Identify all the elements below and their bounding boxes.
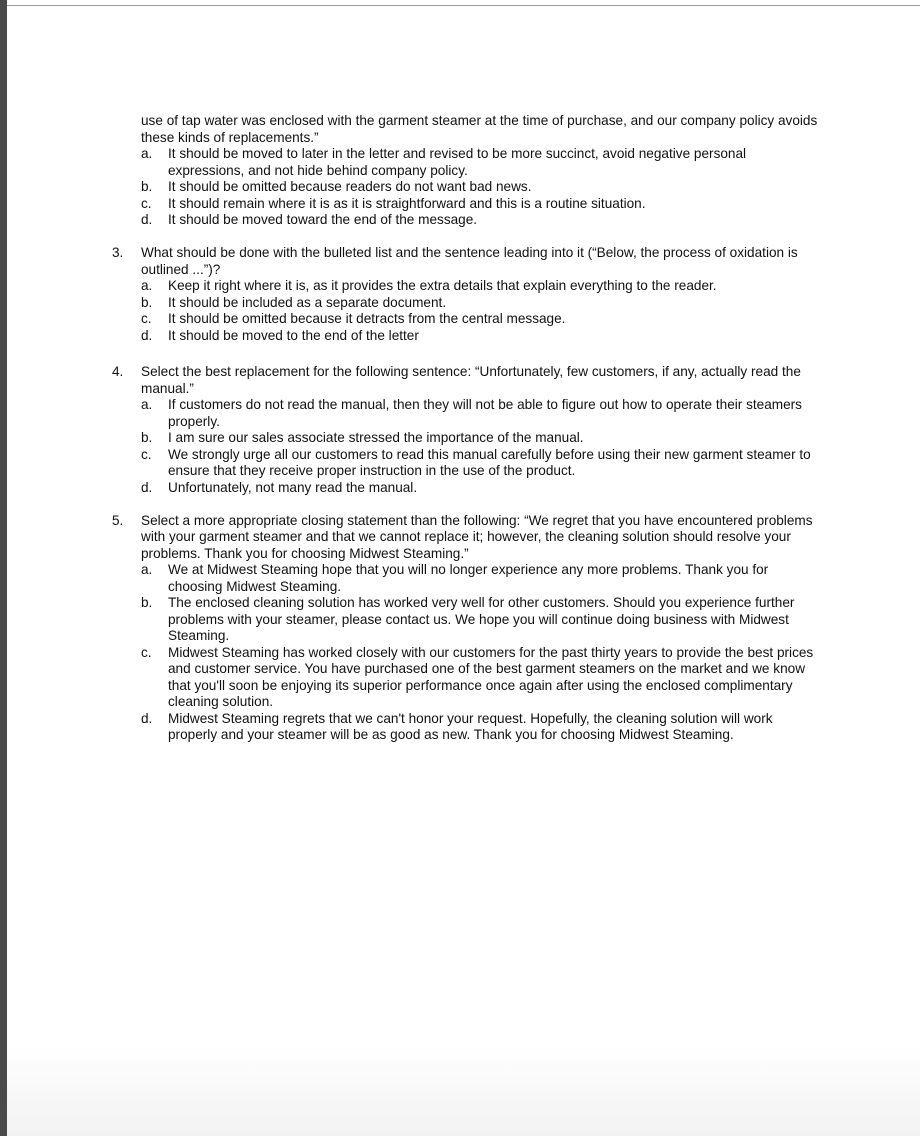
option-text: We strongly urge all our customers to read this manual carefully before using their new garment steamer to ensure that they receive proper instruction in the use of the product. xyxy=(168,446,811,478)
option-text: It should remain where it is as it is straightforward and this is a routine situation. xyxy=(168,195,646,211)
option-item xyxy=(141,397,822,430)
question-text: Select the best replacement for the following sentence: “Unfortunately, few customers, if any, actually read the manual.” xyxy=(141,364,801,396)
option-text: It should be omitted because it detracts from the central message. xyxy=(168,311,566,326)
question-number: 4. xyxy=(112,364,124,379)
option-item xyxy=(141,295,822,312)
option-item xyxy=(141,146,822,179)
question-5-options xyxy=(112,562,822,744)
option-letter: a. xyxy=(141,146,153,161)
option-text: It should be included as a separate document. xyxy=(168,294,447,310)
option-letter: a. xyxy=(141,562,153,577)
option-item xyxy=(141,311,822,328)
question-4-options xyxy=(112,397,822,496)
question-5 xyxy=(112,513,822,744)
option-item xyxy=(141,645,822,711)
option-letter: d. xyxy=(141,479,153,495)
option-letter: b. xyxy=(141,294,153,310)
option-letter: b. xyxy=(141,179,153,194)
option-letter: c. xyxy=(141,644,152,660)
option-letter: d. xyxy=(141,212,153,227)
option-text: It should be moved to later in the letter and revised to be more succinct, avoid negative personal expressions, and not hide behind company policy. xyxy=(168,146,747,178)
option-text: It should be omitted because readers do not want bad news. xyxy=(168,179,532,194)
option-letter: d. xyxy=(141,327,153,343)
option-text: Unfortunately, not many read the manual. xyxy=(168,479,418,495)
option-text: Keep it right where it is, as it provides the extra details that explain everything to the reader. xyxy=(168,278,717,293)
question-3 xyxy=(112,245,822,344)
option-text: The enclosed cleaning solution has worked very well for other customers. Should you experience further problems with your steamer, please contact us. We hope you will continue doing business with Midwest Steaming. xyxy=(168,595,795,643)
option-item xyxy=(141,328,822,345)
option-item xyxy=(141,179,822,196)
option-item xyxy=(141,480,822,497)
question-stem xyxy=(112,364,822,397)
option-item xyxy=(141,447,822,480)
viewer-left-edge xyxy=(0,0,7,1136)
option-letter: a. xyxy=(141,278,153,293)
option-item xyxy=(141,196,822,213)
question-2-text-continued: use of tap water was enclosed with the garment steamer at the time of purchase, and our company policy avoids these kinds of replacements.” xyxy=(141,113,818,145)
option-letter: c. xyxy=(141,446,152,462)
option-text: If customers do not read the manual, then they will not be able to figure out how to operate their steamers properly. xyxy=(168,397,802,429)
option-item xyxy=(141,562,822,595)
option-text: We at Midwest Steaming hope that you will no longer experience any more problems. Thank you for choosing Midwest Steaming. xyxy=(168,562,769,594)
option-letter: b. xyxy=(141,430,153,445)
option-item xyxy=(141,212,822,229)
option-item xyxy=(141,595,822,645)
option-text: It should be moved toward the end of the message. xyxy=(168,212,478,227)
option-letter: c. xyxy=(141,311,152,326)
question-stem xyxy=(112,513,822,563)
option-text: I am sure our sales associate stressed the importance of the manual. xyxy=(168,430,584,445)
question-number: 3. xyxy=(112,245,124,260)
option-letter: a. xyxy=(141,397,153,412)
option-item xyxy=(141,278,822,295)
option-letter: c. xyxy=(141,195,152,211)
question-2-options xyxy=(112,146,822,229)
option-letter: d. xyxy=(141,710,153,726)
question-text: Select a more appropriate closing statement than the following: “We regret that you have encountered problems with your garment steamer and that we cannot replace it; however, the cleaning solution should resolve your problems. Thank you for choosing Midwest Steaming.” xyxy=(141,512,813,561)
question-stem xyxy=(112,245,822,278)
document-page xyxy=(112,113,822,744)
question-4 xyxy=(112,364,822,496)
question-3-options xyxy=(112,278,822,344)
question-number: 5. xyxy=(112,512,124,528)
option-item xyxy=(141,430,822,447)
option-text: Midwest Steaming has worked closely with our customers for the past thirty years to provide the best prices and customer service. You have purchased one of the best garment steamers on the market and we know that you'll soon be enjoying its superior performance once again after using the enclosed complimentary cleaning solution. xyxy=(168,644,814,709)
option-letter: b. xyxy=(141,595,153,610)
page-bottom-shadow xyxy=(7,1046,920,1136)
option-text: Midwest Steaming regrets that we can't honor your request. Hopefully, the cleaning solution will work properly and your steamer will be as good as new. Thank you for choosing Midwest Steaming. xyxy=(168,710,773,742)
option-item xyxy=(141,711,822,744)
option-text: It should be moved to the end of the letter xyxy=(168,327,419,343)
page-top-border xyxy=(7,0,920,6)
question-text: What should be done with the bulleted list and the sentence leading into it (“Below, the process of oxidation is outlined ...”)? xyxy=(141,245,798,277)
question-2-continuation xyxy=(112,113,822,229)
